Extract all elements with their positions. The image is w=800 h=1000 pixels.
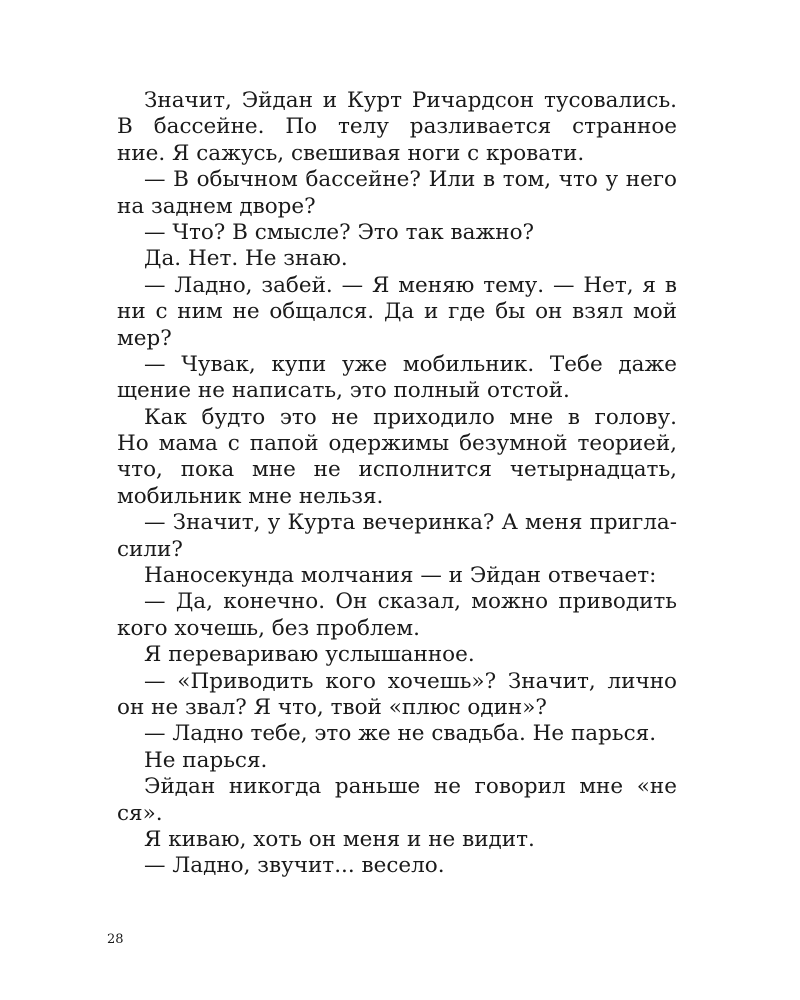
text-line: ся». [117, 800, 163, 826]
text-line: — Ладно, забей. — Я меняю тему. — Нет, я в [144, 272, 677, 298]
text-line: — Ладно, звучит... весело. [144, 853, 445, 879]
text-line: — Да, конечно. Он сказал, можно приводить [144, 589, 677, 615]
text-line: Но мама с папой одержимы безумной теорией, [117, 431, 677, 457]
text-line: Значит, Эйдан и Курт Ричардсон тусовались. [144, 88, 677, 113]
text-line: он не звал? Я что, твой «плюс один»? [117, 694, 547, 720]
text-line: — Значит, у Курта вечеринка? А меня пригла- [144, 510, 677, 536]
text-line: Да. Нет. Не знаю. [144, 246, 348, 272]
text-line: на заднем дворе? [117, 193, 316, 219]
text-line: кого хочешь, без проблем. [117, 615, 420, 641]
text-line: мер? [117, 325, 172, 351]
text-line: Не парься. [144, 747, 268, 773]
text-line: — В обычном бассейне? Или в том, что у него [144, 167, 677, 193]
text-line: что, пока мне не исполнится четырнадцать, [117, 457, 677, 483]
text-line: мобильник мне нельзя. [117, 483, 384, 509]
text-line: сили? [117, 536, 183, 562]
text-line: ни с ним не общался. Да и где бы он взял мой [117, 299, 677, 325]
text-line: — Чувак, купи уже мобильник. Тебе даже [144, 351, 677, 377]
text-line: Я перевариваю услышанное. [144, 642, 475, 668]
text-line: — Ладно тебе, это же не свадьба. Не парься. [144, 721, 657, 747]
text-line: В бассейне. По телу разливается странное [117, 114, 677, 140]
text-line: Как будто это не приходило мне в голову. [144, 404, 677, 430]
body-text [117, 88, 677, 880]
text-line: Я киваю, хоть он меня и не видит. [144, 826, 535, 852]
text-line: Наносекунда молчания — и Эйдан отвечает: [144, 563, 657, 589]
text-line: ние. Я сажусь, свешивая ноги с кровати. [117, 140, 585, 166]
text-line: Эйдан никогда раньше не говорил мне «не [144, 774, 677, 800]
text-line: — «Приводить кого хочешь»? Значит, лично [144, 668, 677, 694]
page-number: 28 [107, 932, 124, 947]
text-line: щение не написать, это полный отстой. [117, 378, 570, 404]
text-line: — Что? В смысле? Это так важно? [144, 219, 535, 245]
